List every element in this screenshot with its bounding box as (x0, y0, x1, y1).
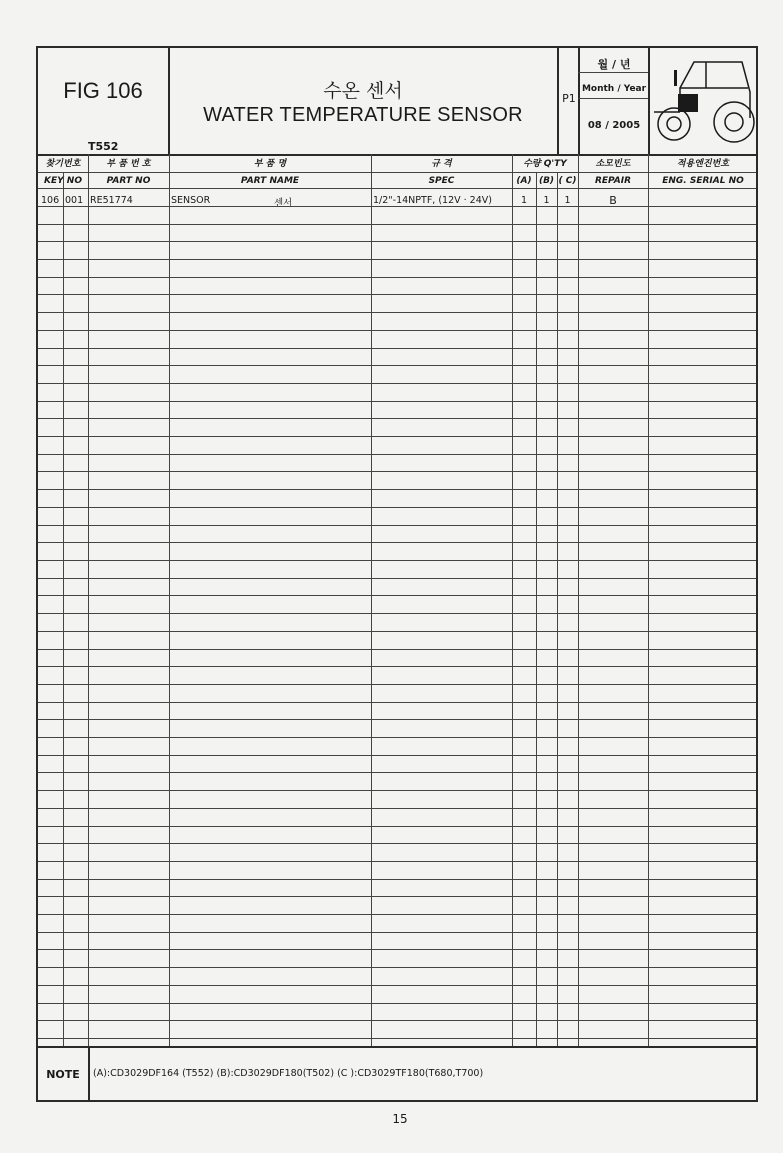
month-year-korean: 월 / 년 (597, 58, 631, 71)
col-serial-en: ENG. SERIAL NO (662, 176, 744, 186)
grid-line (578, 154, 579, 1046)
title-korean: 수온 센서 (323, 80, 403, 102)
parts-sheet (36, 46, 758, 1102)
grid-line (38, 1046, 756, 1048)
grid-line (38, 330, 756, 331)
grid-line (38, 595, 756, 596)
col-qty-a: (A) (516, 176, 532, 186)
col-spec-ko: 규 격 (431, 159, 452, 169)
col-partno-ko: 부 품 번 호 (106, 159, 151, 169)
grid-line (38, 790, 756, 791)
row-spec: 1/2"-14NPTF, (12V · 24V) (373, 195, 492, 206)
grid-line (648, 48, 650, 154)
grid-line (38, 294, 756, 295)
grid-line (38, 879, 756, 880)
col-qty-c: ( C) (558, 176, 577, 186)
grid-line (38, 277, 756, 278)
grid-line (38, 631, 756, 632)
row-qty-a: 1 (520, 195, 528, 206)
col-spec-en: SPEC (428, 176, 455, 186)
figure-number: FIG 106 (63, 78, 143, 103)
col-partno-en: PART NO (106, 176, 151, 186)
col-partname-en: PART NAME (240, 176, 300, 186)
grid-line (38, 772, 756, 773)
grid-line (578, 72, 648, 73)
grid-line (38, 1020, 756, 1021)
grid-line (38, 1038, 756, 1039)
grid-line (38, 826, 756, 827)
row-key-item: 001 (65, 195, 84, 206)
row-name-en: SENSOR (171, 195, 211, 206)
row-name-ko: 센서 (274, 198, 293, 209)
row-key-fig: 106 (41, 195, 60, 206)
page-number: 15 (392, 1112, 408, 1126)
grid-line (38, 684, 756, 685)
grid-line (169, 154, 170, 1046)
row-part-no: RE51774 (90, 195, 133, 206)
col-repair-ko: 소모빈도 (595, 159, 631, 169)
grid-line (38, 436, 756, 437)
grid-line (512, 154, 513, 1046)
grid-line (38, 737, 756, 738)
title-english: WATER TEMPERATURE SENSOR (203, 104, 523, 126)
grid-line (578, 98, 648, 99)
grid-line (38, 365, 756, 366)
grid-line (38, 542, 756, 543)
grid-line (38, 861, 756, 862)
row-qty-b: 1 (543, 195, 550, 206)
col-repair-en: REPAIR (594, 176, 632, 186)
grid-line (38, 578, 756, 579)
page-reference: P1 (562, 92, 576, 105)
grid-line (38, 259, 756, 260)
grid-line (38, 755, 756, 756)
grid-line (38, 666, 756, 667)
col-key-ko: 찾기번호 (45, 159, 81, 169)
grid-line (38, 649, 756, 650)
grid-line (38, 507, 756, 508)
grid-line (38, 471, 756, 472)
grid-line (38, 454, 756, 455)
grid-line (88, 154, 89, 1046)
col-serial-ko: 적용엔진번호 (676, 159, 730, 169)
row-qty-c: 1 (564, 195, 571, 206)
grid-line (38, 224, 756, 225)
grid-line (578, 48, 580, 154)
grid-line (38, 489, 756, 490)
issue-date: 08 / 2005 (587, 120, 641, 131)
grid-line (88, 1046, 90, 1100)
col-qty-ko: 수량 Q'TY (523, 159, 567, 169)
row-repair: B (609, 194, 617, 207)
tractor-icon (650, 52, 756, 148)
grid-line (38, 348, 756, 349)
note-label: NOTE (46, 1068, 80, 1081)
month-year-label: Month / Year (581, 84, 647, 94)
model-code: T552 (88, 140, 119, 153)
grid-line (38, 896, 756, 897)
grid-line (38, 1003, 756, 1004)
grid-line (38, 613, 756, 614)
grid-line (38, 949, 756, 950)
col-qty-b: (B) (538, 176, 555, 186)
col-key-en: KEY NO (44, 176, 82, 186)
grid-line (557, 48, 559, 154)
grid-line (38, 967, 756, 968)
grid-line (38, 560, 756, 561)
grid-line (512, 172, 578, 173)
grid-line (38, 808, 756, 809)
grid-line (38, 418, 756, 419)
note-text: (A):CD3029DF164 (T552) (B):CD3029DF180(T502) (C ):CD3029TF180(T680,T700) (93, 1068, 484, 1079)
grid-line (38, 719, 756, 720)
grid-line (38, 401, 756, 402)
grid-line (371, 154, 372, 1046)
grid-line (38, 525, 756, 526)
grid-line (38, 206, 756, 207)
grid-line (38, 702, 756, 703)
grid-line (38, 312, 756, 313)
grid-line (38, 241, 756, 242)
grid-line (168, 48, 170, 154)
grid-line (38, 843, 756, 844)
grid-line (38, 914, 756, 915)
col-partname-ko: 부 품 명 (253, 159, 287, 169)
grid-line (648, 154, 649, 1046)
grid-line (38, 985, 756, 986)
grid-line (38, 932, 756, 933)
grid-line (38, 383, 756, 384)
